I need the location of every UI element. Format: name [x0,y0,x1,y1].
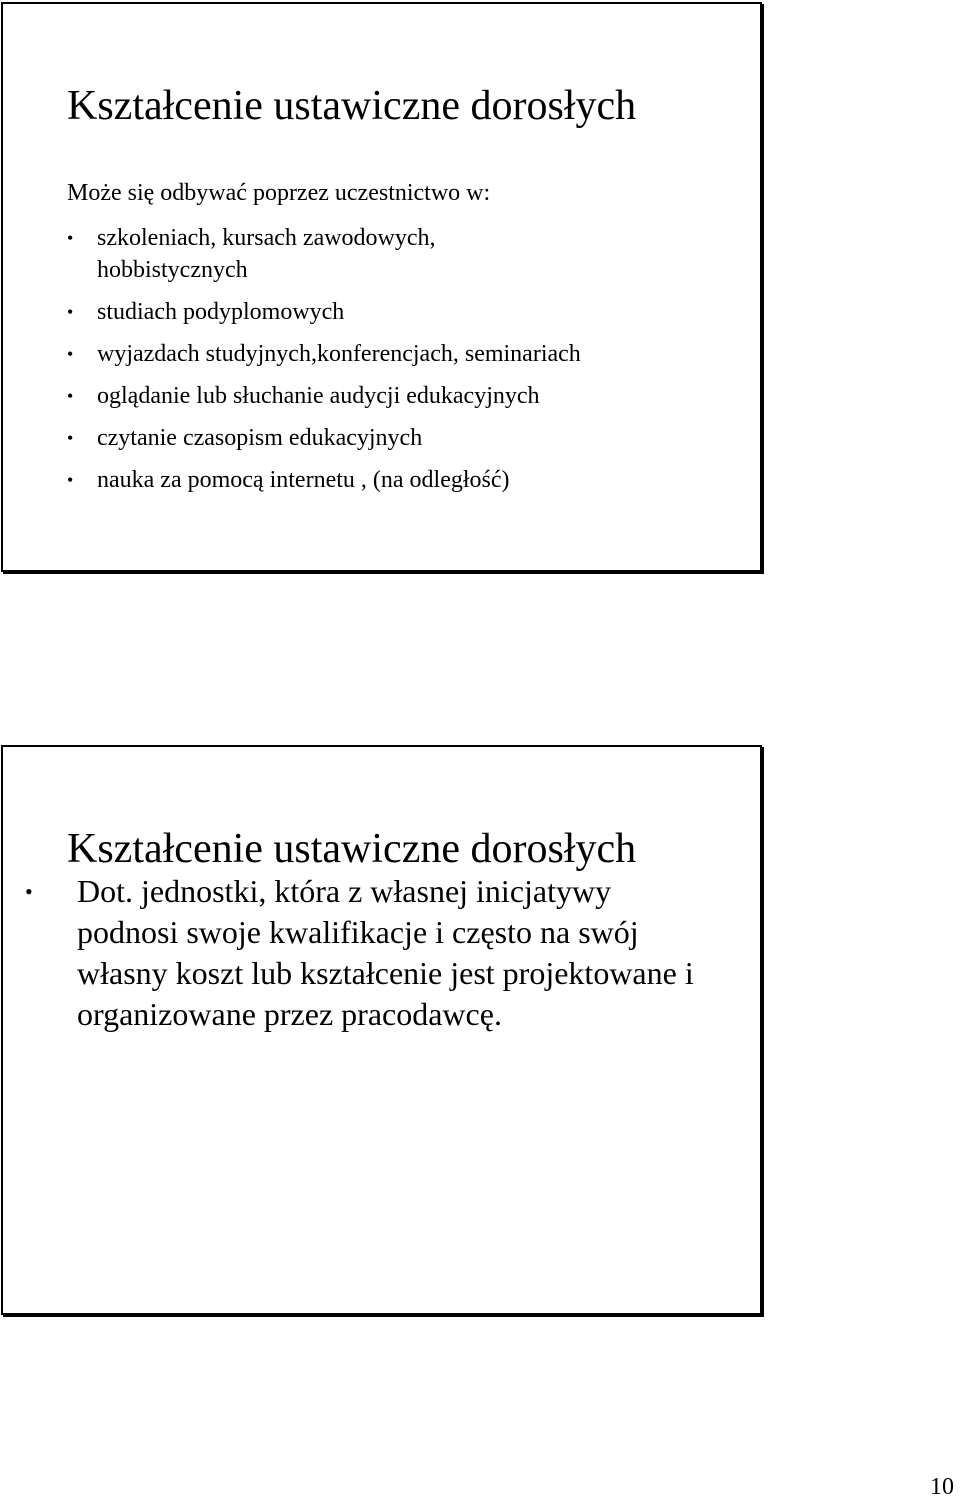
list-item-text: Dot. jednostki, która z własnej inicjatywy podnosi swoje kwalifikacje i często na swój własny koszt lub kształcenie jest projektowane i organizowane przez pracodawcę. [77,873,694,1032]
list-item [67,380,747,412]
bullet-icon: • [67,470,74,490]
list-item [67,222,747,286]
list-item [67,296,747,328]
list-item-text: studiach podyplomowych [97,299,345,325]
slide-1-title: Kształcenie ustawiczne dorosłych [67,83,637,129]
slide-2-bullet-list [25,871,745,1035]
bullet-icon: • [67,228,74,248]
bullet-icon: • [25,879,33,904]
bullet-icon: • [67,344,74,364]
slide-1-intro: Może się odbywać poprzez uczestnictwo w: [67,180,491,206]
bullet-icon: • [67,302,74,322]
slide-1 [1,2,762,572]
slide-1-bullet-list [67,222,747,506]
list-item-text: nauka za pomocą internetu , (na odległość) [97,467,510,493]
list-item-text: szkoleniach, kursach zawodowych, hobbistycznych [97,225,436,283]
list-item-text: czytanie czasopism edukacyjnych [97,425,423,451]
slide-2 [1,745,762,1315]
bullet-icon: • [67,428,74,448]
list-item [67,338,747,370]
list-item-text: wyjazdach studyjnych,konferencjach, seminariach [97,341,581,367]
slide-2-title: Kształcenie ustawiczne dorosłych [67,826,637,872]
bullet-icon: • [67,386,74,406]
list-item [67,422,747,454]
list-item-text: oglądanie lub słuchanie audycji edukacyjnych [97,383,540,409]
list-item [25,871,745,1035]
list-item [67,464,747,496]
page-number: 10 [930,1474,954,1500]
